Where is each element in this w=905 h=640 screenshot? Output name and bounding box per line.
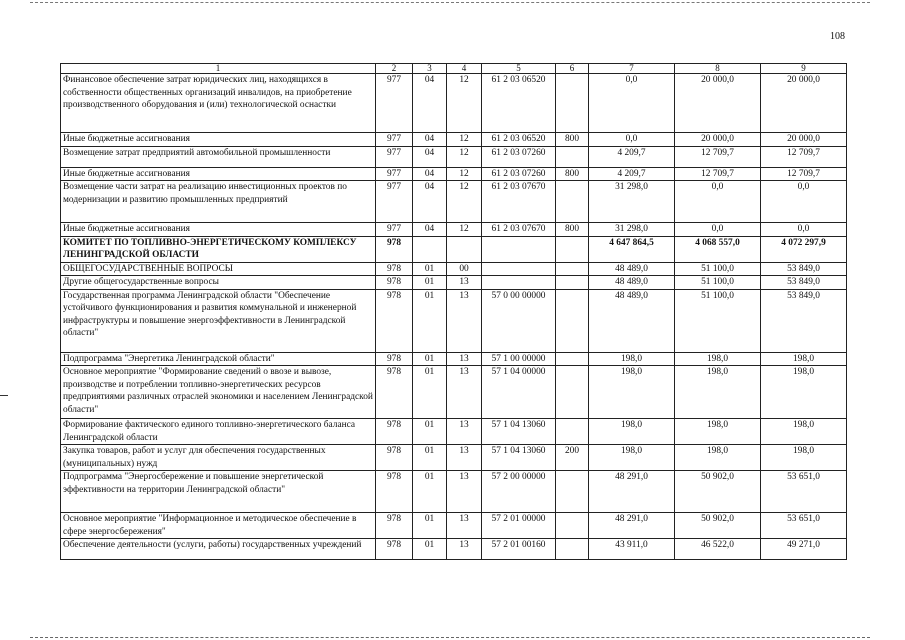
subsection-code-cell: 00	[447, 262, 482, 276]
amount-year1-cell: 48 489,0	[589, 289, 675, 352]
amount-year3-cell: 53 849,0	[761, 289, 847, 352]
amount-year1-cell: 48 489,0	[589, 276, 675, 290]
row-name-cell: Финансовое обеспечение затрат юридических лиц, находящихся в собственности общественных организаций инвалидов, на приобретение производственного оборудования и (или) технологической оснастки	[61, 74, 376, 133]
subsection-code-cell: 12	[447, 74, 482, 133]
subsection-code-cell: 13	[447, 366, 482, 419]
expense-type-cell	[556, 366, 589, 419]
amount-year1-cell: 4 209,7	[589, 146, 675, 167]
admin-code-cell: 978	[376, 352, 413, 366]
section-code-cell: 01	[413, 276, 447, 290]
expense-type-cell: 800	[556, 133, 589, 147]
amount-year3-cell: 0,0	[761, 223, 847, 237]
admin-code-cell: 977	[376, 74, 413, 133]
table-row	[61, 223, 847, 237]
admin-code-cell: 978	[376, 236, 413, 262]
expense-type-cell	[556, 276, 589, 290]
subsection-code-cell: 13	[447, 539, 482, 560]
subsection-code-cell: 13	[447, 419, 482, 445]
subsection-code-cell: 12	[447, 223, 482, 237]
target-article-cell: 57 1 04 13060	[482, 419, 556, 445]
target-article-cell: 61 2 03 07670	[482, 181, 556, 223]
amount-year1-cell: 48 291,0	[589, 513, 675, 539]
header-cell: 2	[376, 64, 413, 74]
expense-type-cell	[556, 74, 589, 133]
amount-year2-cell: 50 902,0	[675, 513, 761, 539]
section-code-cell: 01	[413, 289, 447, 352]
section-code-cell	[413, 236, 447, 262]
table-row	[61, 289, 847, 352]
target-article-cell: 61 2 03 06520	[482, 133, 556, 147]
amount-year1-cell: 31 298,0	[589, 223, 675, 237]
amount-year1-cell: 198,0	[589, 352, 675, 366]
row-name-cell: Основное мероприятие "Информационное и методическое обеспечение в сфере энергосбережения"	[61, 513, 376, 539]
section-code-cell: 01	[413, 352, 447, 366]
admin-code-cell: 977	[376, 223, 413, 237]
amount-year1-cell: 43 911,0	[589, 539, 675, 560]
expense-type-cell	[556, 146, 589, 167]
expense-type-cell	[556, 419, 589, 445]
subsection-code-cell: 13	[447, 352, 482, 366]
table-row	[61, 513, 847, 539]
amount-year2-cell: 0,0	[675, 181, 761, 223]
table-row	[61, 133, 847, 147]
admin-code-cell: 977	[376, 133, 413, 147]
table-row	[61, 167, 847, 181]
expense-type-cell: 800	[556, 167, 589, 181]
header-cell: 3	[413, 64, 447, 74]
amount-year1-cell: 4 209,7	[589, 167, 675, 181]
target-article-cell: 57 0 00 00000	[482, 289, 556, 352]
row-name-cell: Возмещение затрат предприятий автомобильной промышленности	[61, 146, 376, 167]
amount-year2-cell: 20 000,0	[675, 133, 761, 147]
target-article-cell: 57 1 00 00000	[482, 352, 556, 366]
amount-year1-cell: 48 291,0	[589, 471, 675, 513]
table-row	[61, 236, 847, 262]
table-row	[61, 445, 847, 471]
row-name-cell: Подпрограмма "Энергосбережение и повышение энергетической эффективности на территории Ленинградской области"	[61, 471, 376, 513]
amount-year1-cell: 4 647 864,5	[589, 236, 675, 262]
section-code-cell: 04	[413, 74, 447, 133]
header-cell: 9	[761, 64, 847, 74]
margin-tick	[0, 395, 8, 396]
target-article-cell: 57 2 00 00000	[482, 471, 556, 513]
amount-year2-cell: 12 709,7	[675, 167, 761, 181]
amount-year3-cell: 49 271,0	[761, 539, 847, 560]
target-article-cell: 61 2 03 06520	[482, 74, 556, 133]
header-cell: 6	[556, 64, 589, 74]
expense-type-cell	[556, 352, 589, 366]
table-row	[61, 276, 847, 290]
row-name-cell: КОМИТЕТ ПО ТОПЛИВНО-ЭНЕРГЕТИЧЕСКОМУ КОМПЛЕКСУ ЛЕНИНГРАДСКОЙ ОБЛАСТИ	[61, 236, 376, 262]
row-name-cell: Обеспечение деятельности (услуги, работы) государственных учреждений	[61, 539, 376, 560]
amount-year3-cell: 53 651,0	[761, 471, 847, 513]
amount-year2-cell: 198,0	[675, 366, 761, 419]
admin-code-cell: 978	[376, 366, 413, 419]
row-name-cell: Другие общегосударственные вопросы	[61, 276, 376, 290]
amount-year3-cell: 20 000,0	[761, 133, 847, 147]
target-article-cell	[482, 276, 556, 290]
row-name-cell: Закупка товаров, работ и услуг для обеспечения государственных (муниципальных) нужд	[61, 445, 376, 471]
admin-code-cell: 978	[376, 289, 413, 352]
expense-type-cell	[556, 471, 589, 513]
expense-type-cell: 200	[556, 445, 589, 471]
target-article-cell: 57 2 01 00160	[482, 539, 556, 560]
target-article-cell: 61 2 03 07670	[482, 223, 556, 237]
section-code-cell: 04	[413, 223, 447, 237]
row-name-cell: Формирование фактического единого топливно-энергетического баланса Ленинградской области	[61, 419, 376, 445]
header-cell: 8	[675, 64, 761, 74]
expense-type-cell	[556, 539, 589, 560]
amount-year3-cell: 198,0	[761, 419, 847, 445]
row-name-cell: ОБЩЕГОСУДАРСТВЕННЫЕ ВОПРОСЫ	[61, 262, 376, 276]
header-cell: 1	[61, 64, 376, 74]
amount-year2-cell: 198,0	[675, 419, 761, 445]
amount-year1-cell: 0,0	[589, 133, 675, 147]
admin-code-cell: 977	[376, 146, 413, 167]
admin-code-cell: 978	[376, 471, 413, 513]
amount-year1-cell: 48 489,0	[589, 262, 675, 276]
bottom-dashed-rule	[30, 637, 870, 638]
amount-year3-cell: 12 709,7	[761, 167, 847, 181]
amount-year1-cell: 0,0	[589, 74, 675, 133]
target-article-cell	[482, 262, 556, 276]
subsection-code-cell: 13	[447, 276, 482, 290]
header-cell: 5	[482, 64, 556, 74]
subsection-code-cell: 13	[447, 289, 482, 352]
table-row	[61, 262, 847, 276]
admin-code-cell: 978	[376, 419, 413, 445]
amount-year2-cell: 46 522,0	[675, 539, 761, 560]
expense-type-cell	[556, 236, 589, 262]
section-code-cell: 04	[413, 167, 447, 181]
subsection-code-cell: 13	[447, 513, 482, 539]
amount-year3-cell: 198,0	[761, 352, 847, 366]
subsection-code-cell: 12	[447, 167, 482, 181]
amount-year3-cell: 53 651,0	[761, 513, 847, 539]
amount-year2-cell: 50 902,0	[675, 471, 761, 513]
amount-year1-cell: 198,0	[589, 366, 675, 419]
section-code-cell: 01	[413, 539, 447, 560]
table-row	[61, 419, 847, 445]
amount-year3-cell: 20 000,0	[761, 74, 847, 133]
amount-year3-cell: 12 709,7	[761, 146, 847, 167]
amount-year2-cell: 51 100,0	[675, 289, 761, 352]
row-name-cell: Основное мероприятие "Формирование сведений о ввозе и вывозе, производстве и потреблении топливно-энергетических ресурсов предприятиями различных отраслей экономики и населением Ленинградской области"	[61, 366, 376, 419]
subsection-code-cell	[447, 236, 482, 262]
table-header-row	[61, 64, 847, 74]
admin-code-cell: 978	[376, 539, 413, 560]
target-article-cell: 57 1 04 13060	[482, 445, 556, 471]
amount-year3-cell: 53 849,0	[761, 262, 847, 276]
expense-type-cell	[556, 181, 589, 223]
amount-year2-cell: 51 100,0	[675, 276, 761, 290]
amount-year2-cell: 51 100,0	[675, 262, 761, 276]
section-code-cell: 01	[413, 366, 447, 419]
target-article-cell: 57 1 04 00000	[482, 366, 556, 419]
expense-type-cell: 800	[556, 223, 589, 237]
amount-year2-cell: 0,0	[675, 223, 761, 237]
expense-type-cell	[556, 262, 589, 276]
amount-year2-cell: 20 000,0	[675, 74, 761, 133]
row-name-cell: Иные бюджетные ассигнования	[61, 223, 376, 237]
row-name-cell: Возмещение части затрат на реализацию инвестиционных проектов по модернизации и развитию промышленных предприятий	[61, 181, 376, 223]
section-code-cell: 04	[413, 133, 447, 147]
header-cell: 4	[447, 64, 482, 74]
amount-year2-cell: 198,0	[675, 352, 761, 366]
amount-year3-cell: 0,0	[761, 181, 847, 223]
table-row	[61, 352, 847, 366]
row-name-cell: Подпрограмма "Энергетика Ленинградской области"	[61, 352, 376, 366]
expense-type-cell	[556, 513, 589, 539]
target-article-cell: 57 2 01 00000	[482, 513, 556, 539]
subsection-code-cell: 13	[447, 445, 482, 471]
subsection-code-cell: 12	[447, 146, 482, 167]
row-name-cell: Иные бюджетные ассигнования	[61, 167, 376, 181]
subsection-code-cell: 12	[447, 133, 482, 147]
amount-year1-cell: 31 298,0	[589, 181, 675, 223]
amount-year2-cell: 198,0	[675, 445, 761, 471]
page-number: 108	[830, 31, 845, 42]
amount-year3-cell: 4 072 297,9	[761, 236, 847, 262]
amount-year3-cell: 53 849,0	[761, 276, 847, 290]
table-row	[61, 146, 847, 167]
top-dashed-rule	[30, 2, 870, 3]
amount-year1-cell: 198,0	[589, 419, 675, 445]
row-name-cell: Иные бюджетные ассигнования	[61, 133, 376, 147]
target-article-cell: 61 2 03 07260	[482, 146, 556, 167]
admin-code-cell: 977	[376, 167, 413, 181]
section-code-cell: 01	[413, 419, 447, 445]
target-article-cell: 61 2 03 07260	[482, 167, 556, 181]
expense-type-cell	[556, 289, 589, 352]
section-code-cell: 04	[413, 146, 447, 167]
amount-year2-cell: 12 709,7	[675, 146, 761, 167]
amount-year1-cell: 198,0	[589, 445, 675, 471]
row-name-cell: Государственная программа Ленинградской области "Обеспечение устойчивого функционирования и развития коммунальной и инженерной инфраструктуры и повышение энергоэффективности в Ленинградской области"	[61, 289, 376, 352]
amount-year3-cell: 198,0	[761, 445, 847, 471]
header-cell: 7	[589, 64, 675, 74]
target-article-cell	[482, 236, 556, 262]
subsection-code-cell: 13	[447, 471, 482, 513]
table-row	[61, 74, 847, 133]
section-code-cell: 04	[413, 181, 447, 223]
amount-year3-cell: 198,0	[761, 366, 847, 419]
budget-table	[60, 63, 847, 560]
section-code-cell: 01	[413, 471, 447, 513]
subsection-code-cell: 12	[447, 181, 482, 223]
admin-code-cell: 978	[376, 445, 413, 471]
table-row	[61, 366, 847, 419]
section-code-cell: 01	[413, 513, 447, 539]
table-row	[61, 539, 847, 560]
section-code-cell: 01	[413, 262, 447, 276]
admin-code-cell: 978	[376, 262, 413, 276]
admin-code-cell: 978	[376, 276, 413, 290]
table-row	[61, 471, 847, 513]
table-row	[61, 181, 847, 223]
admin-code-cell: 977	[376, 181, 413, 223]
admin-code-cell: 978	[376, 513, 413, 539]
amount-year2-cell: 4 068 557,0	[675, 236, 761, 262]
section-code-cell: 01	[413, 445, 447, 471]
